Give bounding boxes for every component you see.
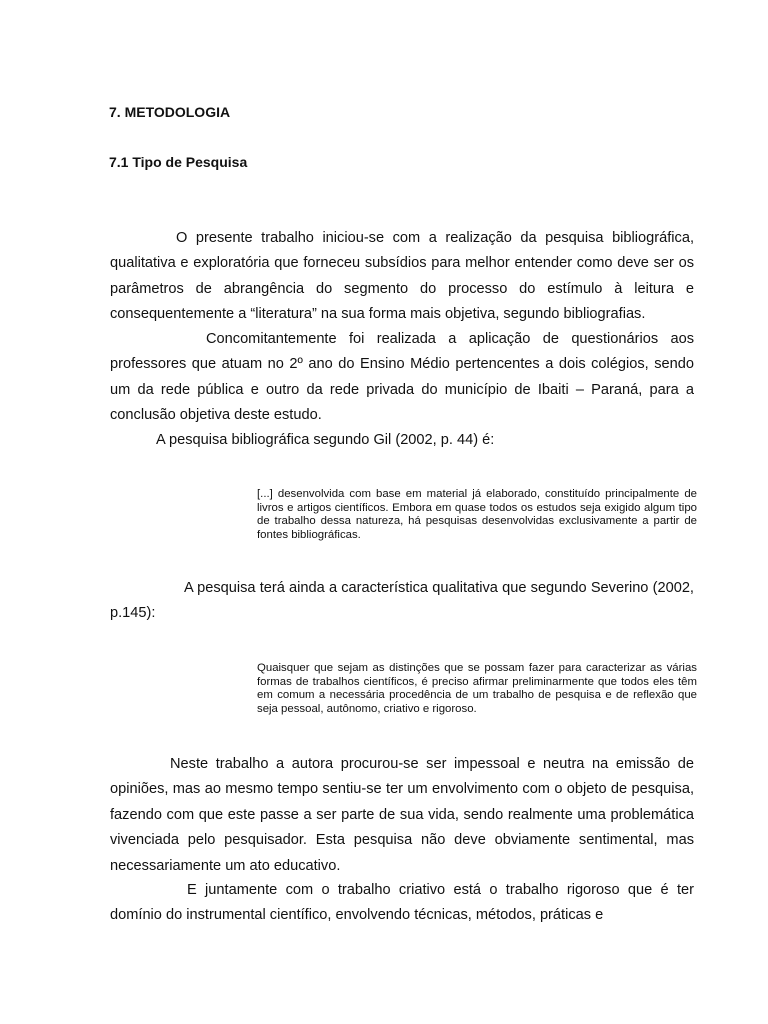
paragraph-intro: O presente trabalho iniciou-se com a realização da pesquisa bibliográfica, qualitativa e exploratória que forneceu subsídios para melhor entender como deve ser os parâmetros de abrangência do segmento do processo do estímulo à leitura e consequentemente a “literatura” na sua forma mais objetiva, segundo bibliografias. [110,230,694,323]
paragraph-severino-citation: A pesquisa terá ainda a característica qualitativa que segundo Severino (2002, p.145): [110,580,694,622]
paragraph-questionnaires: Concomitantemente foi realizada a aplicação de questionários aos professores que atuam no 2º ano do Ensino Médio pertencentes a dois colégios, sendo um da rede pública e outro da rede privada do município de Ibaiti – Paraná, para a conclusão objetiva deste estudo. [110,331,694,424]
block-quote-severino: Quaisquer que sejam as distinções que se possam fazer para caracterizar as várias formas de trabalhos científicos, é preciso afirmar preliminarmente que todos eles têm em comum a necessária procedência de um trabalho de pesquisa e de reflexão que seja pessoal, autônomo, criativo e rigoroso. [257,662,697,715]
section-heading: 7. METODOLOGIA [109,104,231,120]
subsection-heading: 7.1 Tipo de Pesquisa [109,154,248,170]
block-quote-gil: [...] desenvolvida com base em material já elaborado, constituído principalmente de livros e artigos científicos. Embora em quase todos os estudos seja exigido algum tipo de trabalho dessa natureza, há pesquisas desenvolvidas exclusivamente a partir de fontes bibliográficas. [257,488,697,541]
paragraph-rigorous-work: E juntamente com o trabalho criativo está o trabalho rigoroso que é ter domínio do instrumental científico, envolvendo técnicas, métodos, práticas e [110,882,694,924]
paragraph-gil-citation: A pesquisa bibliográfica segundo Gil (2002, p. 44) é: [156,432,495,448]
paragraph-author-neutrality: Neste trabalho a autora procurou-se ser impessoal e neutra na emissão de opiniões, mas ao mesmo tempo sentiu-se ter um envolvimento com o objeto de pesquisa, fazendo com que este passe a ser parte de sua vida, sendo realmente uma problemática vivenciada pelo pesquisador. Esta pesquisa não deve obviamente sentimental, mas necessariamente um ato educativo. [110,756,694,874]
